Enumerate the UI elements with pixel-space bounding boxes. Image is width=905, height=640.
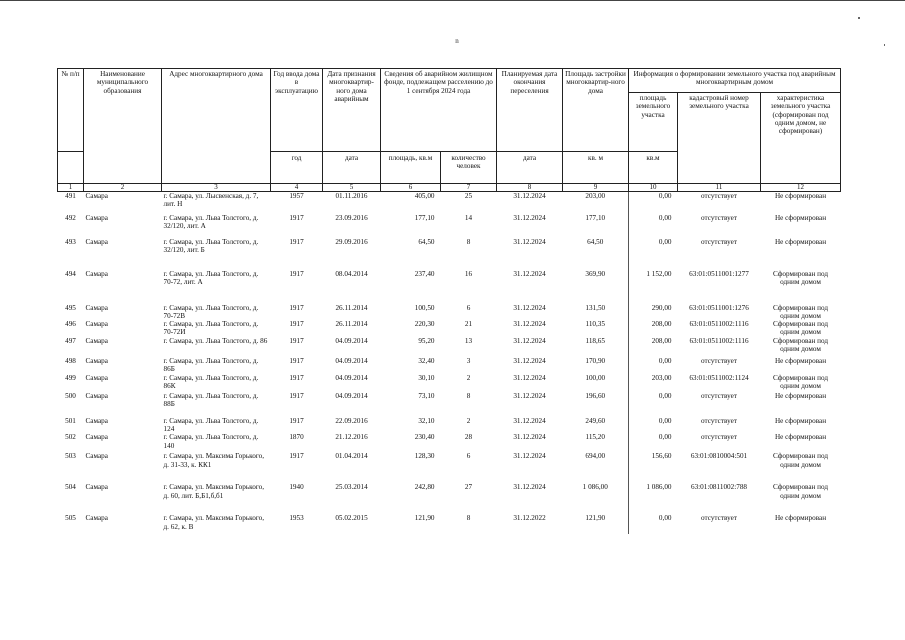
area-cell: 95,20 bbox=[418, 336, 435, 345]
people-cell: 27 bbox=[464, 483, 473, 492]
unit-area: площадь, кв.м bbox=[381, 152, 441, 184]
year-cell: 1957 bbox=[289, 192, 304, 200]
column-number: 7 bbox=[441, 184, 497, 192]
people-cell: 6 bbox=[466, 303, 471, 312]
column-number: 4 bbox=[271, 184, 323, 192]
year-cell: 1917 bbox=[289, 213, 304, 222]
area-cell: 100,50 bbox=[414, 303, 435, 312]
address-cell: г. Самара, ул. Максима Горького, д. 60, лит. Б,Б1,б,б1 bbox=[163, 483, 265, 500]
planned-date-cell: 31.12.2024 bbox=[513, 391, 546, 400]
cadastral-cell: 63:01:0511001:1277 bbox=[689, 269, 749, 278]
row-number: 492 bbox=[65, 213, 76, 222]
recognized-date-cell: 21.12.2016 bbox=[335, 433, 368, 442]
top-rule bbox=[0, 0, 905, 1]
people-cell: 8 bbox=[466, 391, 471, 400]
column-number: 6 bbox=[381, 184, 441, 192]
people-cell: 6 bbox=[466, 452, 471, 461]
address-cell: г. Самара, ул. Льва Толстого, д. 140 bbox=[163, 433, 259, 450]
planned-date-cell: 31.12.2024 bbox=[513, 213, 546, 222]
address-cell: г. Самара, ул. Льва Толстого, д. 124 bbox=[163, 416, 259, 433]
area-cell: 64,50 bbox=[418, 237, 435, 246]
cadastral-cell: отсутствует bbox=[701, 514, 737, 523]
unit-planned: дата bbox=[497, 152, 563, 184]
row-number: 494 bbox=[65, 269, 76, 278]
status-cell: Не сформирован bbox=[774, 416, 827, 425]
municipality-cell: Самара bbox=[85, 373, 108, 382]
land-area-cell: 0,00 bbox=[629, 238, 678, 270]
housing-table bbox=[57, 68, 841, 534]
status-cell: Сформирован под одним домом bbox=[772, 303, 829, 320]
unit-date: дата bbox=[323, 152, 381, 184]
municipality-cell: Самара bbox=[85, 416, 108, 425]
recognized-date-cell: 04.09.2014 bbox=[335, 373, 368, 382]
status-cell: Не сформирован bbox=[774, 213, 827, 222]
built-area-cell: 1 086,00 bbox=[582, 483, 608, 492]
year-cell: 1917 bbox=[289, 269, 304, 278]
column-number: 10 bbox=[629, 184, 678, 192]
header-date-recognized: Дата признания многоквартир-ного дома аварийным bbox=[323, 69, 381, 152]
cadastral-cell: 63:01:0511002:1116 bbox=[689, 336, 749, 345]
address-cell: г. Самара, ул. Льва Толстого, д. 32/120, лит. А bbox=[163, 213, 259, 230]
scan-speck bbox=[884, 44, 885, 46]
land-area-cell: 0,00 bbox=[629, 514, 678, 534]
planned-date-cell: 31.12.2024 bbox=[513, 303, 546, 312]
cadastral-cell: отсутствует bbox=[701, 416, 737, 425]
year-cell: 1917 bbox=[289, 373, 304, 382]
cadastral-cell: отсутствует bbox=[701, 237, 737, 246]
header-planned-date: Планируемая дата окончания переселения bbox=[497, 69, 563, 152]
built-area-cell: 177,10 bbox=[585, 213, 606, 222]
row-number: 503 bbox=[65, 452, 76, 461]
land-area-cell: 208,00 bbox=[629, 337, 678, 357]
cadastral-cell: отсутствует bbox=[701, 213, 737, 222]
address-cell: г. Самара, ул. Льва Толстого, д. 70-72В bbox=[163, 303, 259, 320]
row-number: 497 bbox=[65, 336, 76, 345]
address-cell: г. Самара, ул. Льва Толстого, д. 86 bbox=[163, 336, 268, 345]
area-cell: 220,30 bbox=[414, 320, 435, 329]
table-row bbox=[58, 304, 841, 321]
cadastral-cell: 63:01:0511001:1276 bbox=[689, 303, 749, 312]
table-row bbox=[58, 392, 841, 417]
column-number: 1 bbox=[58, 184, 84, 192]
built-area-cell: 100,00 bbox=[585, 373, 606, 382]
land-area-cell: 0,00 bbox=[629, 392, 678, 417]
built-area-cell: 249,60 bbox=[585, 416, 606, 425]
land-area-cell: 208,00 bbox=[629, 320, 678, 337]
people-cell: 25 bbox=[464, 192, 473, 200]
planned-date-cell: 31.12.2024 bbox=[513, 237, 546, 246]
municipality-cell: Самара bbox=[85, 391, 108, 400]
area-cell: 32,10 bbox=[418, 416, 435, 425]
land-area-cell: 203,00 bbox=[629, 374, 678, 392]
people-cell: 28 bbox=[464, 433, 473, 442]
area-cell: 32,40 bbox=[418, 356, 435, 365]
area-cell: 128,30 bbox=[414, 452, 435, 461]
planned-date-cell: 31.12.2022 bbox=[513, 514, 546, 523]
status-cell: Сформирован под одним домом bbox=[772, 373, 829, 390]
row-number: 496 bbox=[65, 320, 76, 329]
built-area-cell: 110,35 bbox=[585, 320, 605, 329]
people-cell: 8 bbox=[466, 237, 471, 246]
year-cell: 1917 bbox=[289, 416, 304, 425]
table-row bbox=[58, 192, 841, 214]
planned-date-cell: 31.12.2024 bbox=[513, 373, 546, 382]
row-number: 498 bbox=[65, 356, 76, 365]
address-cell: г. Самара, ул. Максима Горького, д. 62, к. В bbox=[163, 514, 265, 531]
year-cell: 1870 bbox=[289, 433, 304, 442]
row-number: 495 bbox=[65, 303, 76, 312]
planned-date-cell: 31.12.2024 bbox=[513, 269, 546, 278]
header-address: Адрес многоквартирного дома bbox=[162, 69, 271, 184]
built-area-cell: 131,50 bbox=[585, 303, 606, 312]
cadastral-cell: 63:01:0511002:1116 bbox=[689, 320, 749, 329]
address-cell: г. Самара, ул. Льва Толстого, д. 86К bbox=[163, 373, 259, 390]
column-number: 5 bbox=[323, 184, 381, 192]
table-header bbox=[58, 69, 841, 192]
scan-speck bbox=[858, 17, 860, 19]
table-row bbox=[58, 320, 841, 337]
recognized-date-cell: 26.11.2014 bbox=[335, 320, 368, 329]
table-row bbox=[58, 337, 841, 357]
column-number: 3 bbox=[162, 184, 271, 192]
table-row bbox=[58, 214, 841, 238]
cadastral-cell: отсутствует bbox=[701, 356, 737, 365]
built-area-cell: 64,50 bbox=[587, 237, 604, 246]
unit-num-empty bbox=[58, 152, 84, 184]
column-number: 8 bbox=[497, 184, 563, 192]
unit-land-area: кв.м bbox=[629, 152, 678, 184]
year-cell: 1953 bbox=[289, 514, 304, 523]
built-area-cell: 115,20 bbox=[585, 433, 605, 442]
people-cell: 13 bbox=[464, 336, 473, 345]
municipality-cell: Самара bbox=[85, 237, 108, 246]
area-cell: 121,90 bbox=[414, 514, 435, 523]
recognized-date-cell: 05.02.2015 bbox=[335, 514, 368, 523]
planned-date-cell: 31.12.2024 bbox=[513, 433, 546, 442]
address-cell: г. Самара, ул. Льва Толстого, д. 70-72, лит. А bbox=[163, 269, 259, 286]
table-body bbox=[58, 192, 841, 535]
table-row bbox=[58, 357, 841, 374]
year-cell: 1917 bbox=[289, 452, 304, 461]
built-area-cell: 196,60 bbox=[585, 391, 606, 400]
municipality-cell: Самара bbox=[85, 336, 108, 345]
row-number: 499 bbox=[65, 373, 76, 382]
row-number: 504 bbox=[65, 483, 76, 492]
recognized-date-cell: 23.09.2016 bbox=[335, 213, 368, 222]
recognized-date-cell: 04.09.2014 bbox=[335, 336, 368, 345]
table-row bbox=[58, 514, 841, 534]
area-cell: 242,80 bbox=[414, 483, 435, 492]
address-cell: г. Самара, ул. Лысвенская, д. 7, лит. Н bbox=[163, 192, 259, 209]
header-characteristic: характеристика земельного участка (сформирован под одним домом, не сформирован) bbox=[761, 93, 841, 184]
planned-date-cell: 31.12.2024 bbox=[513, 356, 546, 365]
recognized-date-cell: 29.09.2016 bbox=[335, 237, 368, 246]
status-cell: Сформирован под одним домом bbox=[772, 320, 829, 337]
land-area-cell: 290,00 bbox=[629, 304, 678, 321]
land-area-cell: 156,60 bbox=[629, 452, 678, 483]
cadastral-cell: 63:01:0810004:501 bbox=[690, 452, 748, 461]
header-num: № п/п bbox=[58, 69, 84, 152]
people-cell: 2 bbox=[466, 373, 471, 382]
status-cell: Сформирован под одним домом bbox=[772, 336, 829, 353]
recognized-date-cell: 04.09.2014 bbox=[335, 356, 368, 365]
people-cell: 2 bbox=[466, 416, 471, 425]
planned-date-cell: 31.12.2024 bbox=[513, 416, 546, 425]
cadastral-cell: 63:01:0811002:788 bbox=[690, 483, 748, 492]
column-number: 2 bbox=[84, 184, 162, 192]
recognized-date-cell: 08.04.2014 bbox=[335, 269, 368, 278]
status-cell: Не сформирован bbox=[774, 356, 827, 365]
table-row bbox=[58, 238, 841, 270]
unit-built-area: кв. м bbox=[563, 152, 629, 184]
municipality-cell: Самара bbox=[85, 213, 108, 222]
municipality-cell: Самара bbox=[85, 356, 108, 365]
column-number: 9 bbox=[563, 184, 629, 192]
address-cell: г. Самара, ул. Льва Толстого, д. 70-72И bbox=[163, 320, 259, 337]
people-cell: 14 bbox=[464, 213, 473, 222]
recognized-date-cell: 26.11.2014 bbox=[335, 303, 368, 312]
municipality-cell: Самара bbox=[85, 433, 108, 442]
municipality-cell: Самара bbox=[85, 483, 108, 492]
header-land-area: площадь земельного участка bbox=[629, 93, 678, 152]
header-municipality: Наименование муниципального образования bbox=[84, 69, 162, 184]
year-cell: 1917 bbox=[289, 336, 304, 345]
row-number: 501 bbox=[65, 416, 76, 425]
recognized-date-cell: 22.09.2016 bbox=[335, 416, 368, 425]
land-area-cell: 0,00 bbox=[629, 192, 678, 214]
row-number: 491 bbox=[65, 192, 76, 200]
status-cell: Сформирован под одним домом bbox=[772, 269, 829, 286]
area-cell: 237,40 bbox=[414, 269, 435, 278]
land-area-cell: 0,00 bbox=[629, 357, 678, 374]
land-area-cell: 1 152,00 bbox=[629, 270, 678, 304]
page-number: n bbox=[455, 37, 459, 45]
header-emergency-info: Сведения об аварийном жилищном фонде, подлежащем расселению до 1 сентября 2024 года bbox=[381, 69, 497, 152]
municipality-cell: Самара bbox=[85, 514, 108, 523]
table-row bbox=[58, 270, 841, 304]
area-cell: 405,00 bbox=[414, 192, 435, 200]
municipality-cell: Самара bbox=[85, 269, 108, 278]
recognized-date-cell: 25.03.2014 bbox=[335, 483, 368, 492]
recognized-date-cell: 04.09.2014 bbox=[335, 391, 368, 400]
address-cell: г. Самара, ул. Льва Толстого, д. 88Б bbox=[163, 391, 259, 408]
status-cell: Сформирован под одним домом bbox=[772, 483, 829, 500]
year-cell: 1917 bbox=[289, 237, 304, 246]
unit-people: количество человек bbox=[441, 152, 497, 184]
cadastral-cell: 63:01:0511002:1124 bbox=[689, 373, 749, 382]
unit-year: год bbox=[271, 152, 323, 184]
status-cell: Не сформирован bbox=[774, 433, 827, 442]
row-number: 493 bbox=[65, 237, 76, 246]
address-cell: г. Самара, ул. Льва Толстого, д. 32/120, лит. Б bbox=[163, 237, 259, 254]
municipality-cell: Самара bbox=[85, 452, 108, 461]
address-cell: г. Самара, ул. Льва Толстого, д. 86Б bbox=[163, 356, 259, 373]
table-row bbox=[58, 452, 841, 483]
planned-date-cell: 31.12.2024 bbox=[513, 483, 546, 492]
built-area-cell: 203,00 bbox=[585, 192, 606, 200]
year-cell: 1917 bbox=[289, 356, 304, 365]
row-number: 502 bbox=[65, 433, 76, 442]
table-row bbox=[58, 374, 841, 392]
planned-date-cell: 31.12.2024 bbox=[513, 336, 546, 345]
planned-date-cell: 31.12.2024 bbox=[513, 192, 546, 200]
land-area-cell: 0,00 bbox=[629, 433, 678, 452]
planned-date-cell: 31.12.2024 bbox=[513, 320, 546, 329]
municipality-cell: Самара bbox=[85, 192, 108, 200]
year-cell: 1917 bbox=[289, 391, 304, 400]
year-cell: 1940 bbox=[289, 483, 304, 492]
table-row bbox=[58, 417, 841, 434]
address-cell: г. Самара, ул. Максима Горького, д. 31-33, к. КК1 bbox=[163, 452, 265, 469]
year-cell: 1917 bbox=[289, 303, 304, 312]
cadastral-cell: отсутствует bbox=[701, 192, 737, 200]
municipality-cell: Самара bbox=[85, 303, 108, 312]
status-cell: Не сформирован bbox=[774, 192, 827, 200]
header-cadastral: кадастровый номер земельного участка bbox=[678, 93, 761, 184]
built-area-cell: 118,65 bbox=[585, 336, 605, 345]
area-cell: 230,40 bbox=[414, 433, 435, 442]
header-built-area: Площадь застройки многоквартир-ного дома bbox=[563, 69, 629, 152]
status-cell: Не сформирован bbox=[774, 391, 827, 400]
land-area-cell: 0,00 bbox=[629, 417, 678, 434]
people-cell: 3 bbox=[466, 356, 471, 365]
status-cell: Сформирован под одним домом bbox=[772, 452, 829, 469]
built-area-cell: 121,90 bbox=[585, 514, 606, 523]
column-numbers-row bbox=[58, 184, 841, 192]
cadastral-cell: отсутствует bbox=[701, 391, 737, 400]
land-area-cell: 1 086,00 bbox=[629, 483, 678, 514]
status-cell: Не сформирован bbox=[774, 237, 827, 246]
table-row bbox=[58, 433, 841, 452]
built-area-cell: 694,00 bbox=[585, 452, 606, 461]
built-area-cell: 170,90 bbox=[585, 356, 606, 365]
area-cell: 73,10 bbox=[418, 391, 435, 400]
people-cell: 8 bbox=[466, 514, 471, 523]
people-cell: 16 bbox=[464, 269, 473, 278]
area-cell: 177,10 bbox=[414, 213, 435, 222]
built-area-cell: 369,90 bbox=[585, 269, 606, 278]
header-land-info: Информация о формировании земельного участка под аварийным многоквартирным домом bbox=[629, 69, 841, 93]
land-area-cell: 0,00 bbox=[629, 214, 678, 238]
municipality-cell: Самара bbox=[85, 320, 108, 329]
year-cell: 1917 bbox=[289, 320, 304, 329]
column-number: 12 bbox=[761, 184, 841, 192]
recognized-date-cell: 01.04.2014 bbox=[335, 452, 368, 461]
column-number: 11 bbox=[678, 184, 761, 192]
status-cell: Не сформирован bbox=[774, 514, 827, 523]
planned-date-cell: 31.12.2024 bbox=[513, 452, 546, 461]
cadastral-cell: отсутствует bbox=[701, 433, 737, 442]
people-cell: 21 bbox=[464, 320, 473, 329]
row-number: 505 bbox=[65, 514, 76, 523]
header-year-built: Год ввода дома в эксплуатацию bbox=[271, 69, 323, 152]
area-cell: 30,10 bbox=[418, 373, 435, 382]
row-number: 500 bbox=[65, 391, 76, 400]
table-row bbox=[58, 483, 841, 514]
recognized-date-cell: 01.11.2016 bbox=[335, 192, 368, 200]
